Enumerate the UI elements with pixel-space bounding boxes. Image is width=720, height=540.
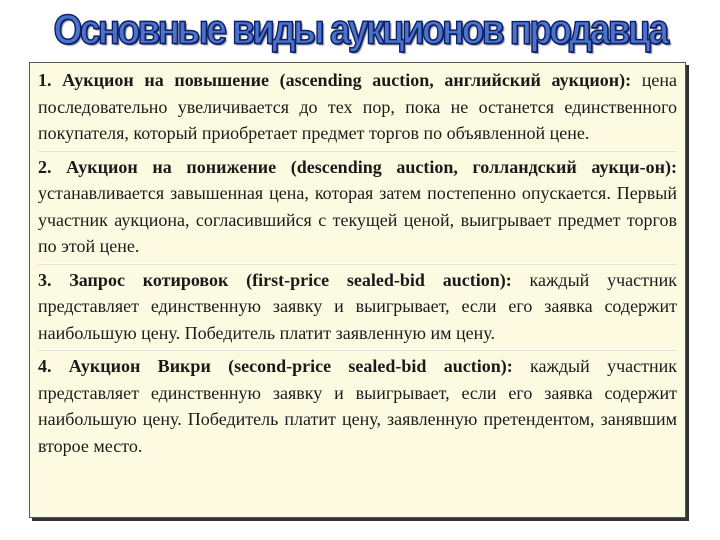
list-item-ascending-auction (38, 67, 677, 151)
page-title: Основные виды аукционов продавца (53, 6, 667, 53)
item-text: цена последовательно увеличивается до тех пор, пока не останется единственного покупателя, который приобретает предмет торгов по объявленной цене. (38, 70, 677, 143)
item-text: каждый участник представляет единственную заявку и выигрывает, если его заявка содержит наибольшую цену. Победитель платит цену, заявленную претендентом, занявшим второе место. (38, 356, 677, 456)
item-heading: 2. Аукцион на понижение (descending auction, голландский аукци-он): (38, 156, 677, 177)
list-item-vickrey-auction (38, 350, 677, 462)
item-heading: 4. Аукцион Викри (second-price sealed-bid auction): (38, 356, 513, 376)
item-heading: 3. Запрос котировок (first-price sealed-bid auction): (38, 269, 512, 290)
item-text: устанавливается завышенная цена, которая затем постепенно опускается. Первый участник аукциона, согласившийся с текущей ценой, выигрывает предмет торгов по этой цене. (38, 183, 677, 256)
list-item-descending-auction (38, 151, 677, 264)
item-text: каждый участник представляет единственную заявку и выигрывает, если его заявка содержит наибольшую цену. Победитель платит заявленную им цену. (38, 269, 677, 343)
list-item-first-price-auction (38, 264, 677, 351)
content-box (29, 62, 686, 518)
item-heading: 1. Аукцион на повышение (ascending auction, английский аукцион): (38, 70, 632, 90)
